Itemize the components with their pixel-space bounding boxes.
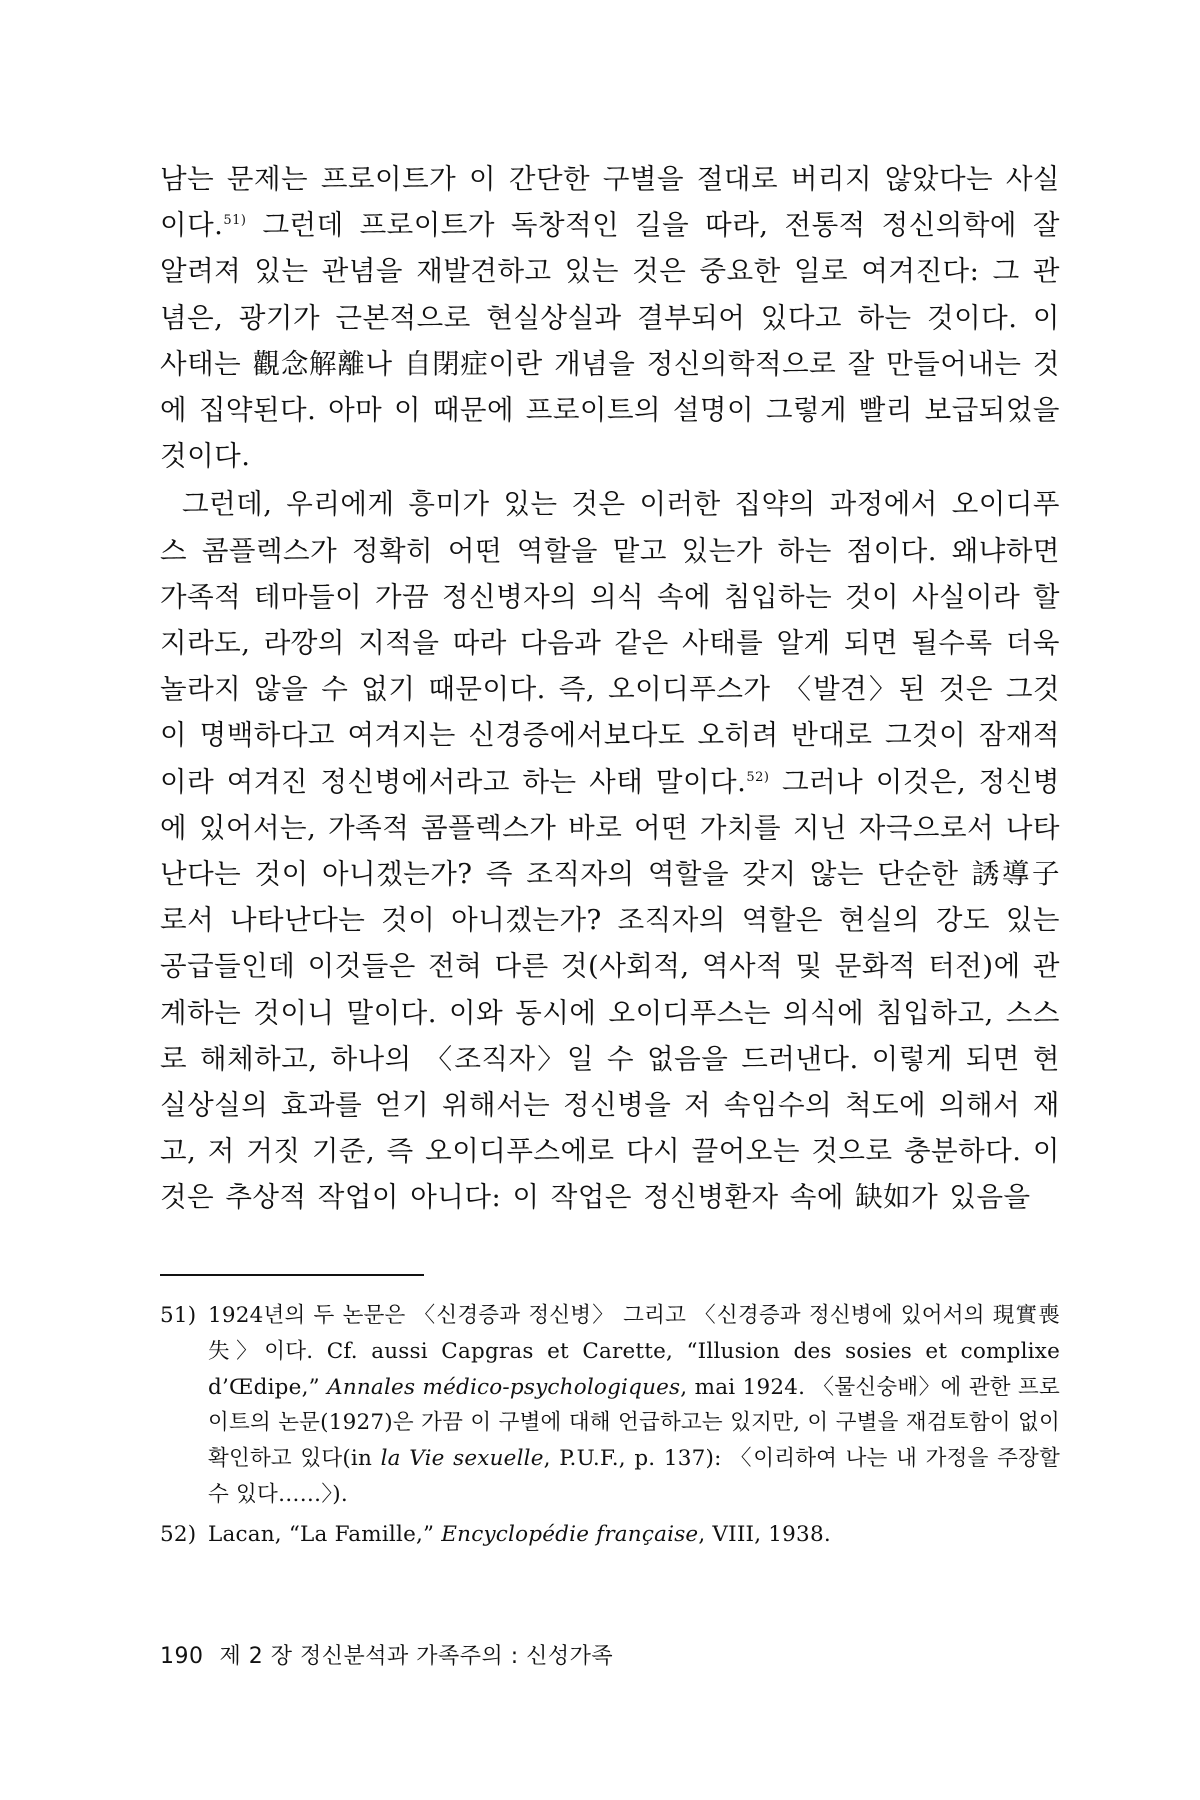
footnote-divider (160, 1274, 424, 1276)
footnote-52 (160, 1517, 1060, 1553)
running-footer (160, 1643, 613, 1671)
footnote-number: 52) (160, 1521, 197, 1547)
footnote-text (208, 1517, 1060, 1553)
footnote-text (208, 1298, 1060, 1513)
footnote-ref-51: 51) (223, 213, 247, 229)
paragraph-2 (160, 481, 1060, 1220)
body-text (160, 156, 1060, 1221)
footnote-52-encyclopedia-title: Encyclopédie française (441, 1521, 699, 1547)
footnote-51-journal-title: Annales médico-psychologiques (327, 1374, 681, 1400)
page-number: 190 (160, 1644, 204, 1669)
paragraph-1-text-a: 남는 문제는 프로이트가 이 간단한 구별을 절대로 버리지 않았다는 사실이다. (160, 163, 1060, 242)
footnote-number: 51) (160, 1303, 197, 1328)
footnote-51-text-c: , P.U.F., p. 137): 〈이리하여 나는 내 가정을 주장할 수 있다……〉). (208, 1446, 1060, 1507)
footnote-51-book-title: la Vie sexuelle (380, 1446, 544, 1472)
footnote-51-text-a: 1924년의 두 논문은 〈신경증과 정신병〉 그리고 〈신경증과 정신병에 있어서의 現實喪失〉이다. Cf. aussi Capgras et Carette, “Illusion des sosies et complixe d’Œdipe,” (208, 1303, 1060, 1400)
paragraph-1-text-b: 그런데 프로이트가 독창적인 길을 따라, 전통적 정신의학에 잘 알려져 있는 관념을 재발견하고 있는 것은 중요한 일로 여겨진다: 그 관념은, 광기가 근본적으로 현실상실과 결부되어 있다고 하는 것이다. 이 사태는 觀念解離나 自閉症이란 개념을 정신의학적으로 잘 만들어내는 것에 집약된다. 아마 이 때문에 프로이트의 설명이 그렇게 빨리 보급되었을 것이다. (160, 209, 1060, 473)
footnote-51-text-b: , mai 1924. 〈물신숭배〉에 관한 프로이트의 논문(1927)은 가끔 이 구별에 대해 언급하고는 있지만, 이 구별을 재검토함이 없이 확인하고 있다(in (208, 1374, 1060, 1472)
paragraph-2-text-b: 그러나 이것은, 정신병에 있어서는, 가족적 콤플렉스가 바로 어떤 가치를 지닌 자극으로서 나타난다는 것이 아니겠는가? 즉 조직자의 역할을 갖지 않는 단순한 誘導子로서 나타난다는 것이 아니겠는가? 조직자의 역할은 현실의 강도 있는 공급들인데 이것들은 전혀 다른 것(사회적, 역사적 및 문화적 터전)에 관계하는 것이니 말이다. 이와 동시에 오이디푸스는 의식에 침입하고, 스스로 해체하고, 하나의 〈조직자〉일 수 없음을 드러낸다. 이렇게 되면 현실상실의 효과를 얻기 위해서는 정신병을 저 속임수의 척도에 의해서 재고, 저 거짓 기준, 즉 오이디푸스에로 다시 끌어오는 것으로 충분하다. 이것은 추상적 작업이 아니다: 이 작업은 정신병환자 속에 缺如가 있음을 (160, 765, 1060, 1214)
footnote-52-text-a: Lacan, “La Famille,” (208, 1521, 442, 1547)
footnote-52-text-b: , VIII, 1938. (698, 1521, 831, 1547)
paragraph-1 (160, 156, 1060, 479)
footnote-ref-52: 52) (746, 769, 770, 785)
running-title: 제 2 장 정신분석과 가족주의 : 신성가족 (219, 1644, 614, 1669)
footnote-51 (160, 1298, 1060, 1513)
paragraph-2-text-a: 그런데, 우리에게 흥미가 있는 것은 이러한 집약의 과정에서 오이디푸스 콤플렉스가 정확히 어떤 역할을 맡고 있는가 하는 점이다. 왜냐하면 가족적 테마들이 가끔 정신병자의 의식 속에 침입하는 것이 사실이라 할지라도, 라깡의 지적을 따라 다음과 같은 사태를 알게 되면 될수록 더욱 놀라지 않을 수 없기 때문이다. 즉, 오이디푸스가 〈발견〉된 것은 그것이 명백하다고 여겨지는 신경증에서보다도 오히려 반대로 그것이 잠재적이라 여겨진 정신병에서라고 하는 사태 말이다. (160, 488, 1060, 798)
footnotes (160, 1298, 1060, 1553)
